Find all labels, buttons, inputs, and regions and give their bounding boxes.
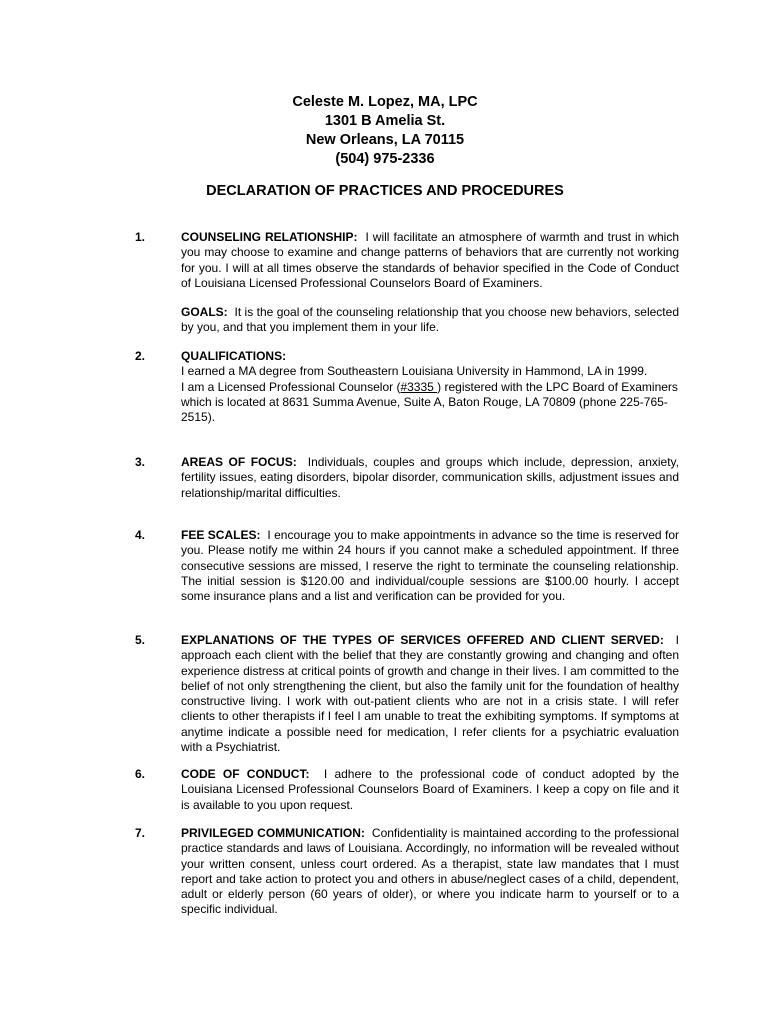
section-text: I approach each client with the belief that they are constantly growing and changing and often experience distress at critical points of growth and change in their lives. I am committed to the belief of not only strengthening the client, but also the family unit for the foundation of healthy constructive living. I work with out-patient clients who are not in a crisis state. I will refer clients to other therapists if I feel I am unable to treat the exhibiting symptoms. If symptoms at anytime indicate a possible need for medication, I refer clients for a psychiatric evaluation with a Psychiatrist.: [181, 633, 679, 755]
section-text: I adhere to the professional code of conduct adopted by the Louisiana Licensed Professional Counselors Board of Examiners. I keep a copy on file and it is available to you upon request.: [181, 767, 679, 812]
section-label: FEE SCALES:: [181, 528, 261, 542]
city-state-zip: New Orleans, LA 70115: [305, 132, 465, 148]
section-body: [181, 826, 679, 918]
phone-number: (504) 975-2336: [335, 151, 435, 167]
section-body: [181, 767, 679, 813]
goals-paragraph: [181, 305, 679, 336]
license-line-start: I am a Licensed Professional Counselor (: [181, 379, 401, 394]
section-label: QUALIFICATIONS:: [181, 349, 287, 363]
section-paragraph: [181, 633, 679, 755]
section-text: I encourage you to make appointments in advance so the time is reserved for you. Please notify me within 24 hours if you cannot make a scheduled appointment. If three consecutive sessions are missed, I reserve the right to terminate the counseling relationship. The initial session is $120.00 and individual/couple sessions are $100.00 hourly. I accept some insurance plans and a list and verification can be provided for you.: [181, 528, 679, 604]
section-body: [181, 230, 679, 336]
goals-text: It is the goal of the counseling relationship that you choose new behaviors, selected by you, and that you implement them in your life.: [181, 305, 679, 335]
section-number: 5.: [135, 633, 146, 647]
section-text: I will facilitate an atmosphere of warmth and trust in which you may choose to examine and change patterns of behaviors that are currently not working for you. I will at all times observe the standards of behavior specified in the Code of Conduct of Louisiana Licensed Professional Counselors Board of Examiners.: [181, 230, 679, 290]
section-paragraph: [181, 528, 679, 604]
section-number: 3.: [135, 455, 146, 469]
section-body: [181, 455, 679, 501]
section-body: [181, 633, 679, 755]
section-body: [181, 528, 679, 604]
section-number: 1.: [135, 230, 146, 244]
section-label: AREAS OF FOCUS:: [181, 455, 297, 469]
section-label: PRIVILEGED COMMUNICATION:: [181, 826, 365, 840]
section-number: 4.: [135, 528, 146, 542]
section-text: Confidentiality is maintained according to the professional practice standards and laws of Louisiana. Accordingly, no information will be revealed without your written consent, unless court ordered. As a therapist, state law mandates that I must report and take action to protect you and others in abuse/neglect cases of a child, dependent, adult or elderly person (60 years of older), or where you indicate harm to yourself or to a specific individual.: [181, 826, 680, 917]
section-label: COUNSELING RELATIONSHIP:: [181, 230, 358, 244]
degree-line: I earned a MA degree from Southeastern Louisiana University in Hammond, LA in 1999.: [181, 364, 648, 379]
section-number: 6.: [135, 767, 146, 781]
section-paragraph: [181, 826, 679, 918]
section-number: 7.: [135, 826, 146, 840]
section-paragraph: [181, 230, 679, 291]
section-number: 2.: [135, 349, 146, 363]
section-paragraph: [181, 767, 679, 813]
goals-label: GOALS:: [181, 305, 228, 320]
license-number: #3335: [400, 379, 438, 394]
section-text: Individuals, couples and groups which include, depression, anxiety, fertility issues, eating disorders, bipolar disorder, communication skills, adjustment issues and relationship/marital difficulties.: [181, 455, 679, 500]
section-label: EXPLANATIONS OF THE TYPES OF SERVICES OFFERED AND CLIENT SERVED:: [181, 633, 664, 647]
practitioner-name: Celeste M. Lopez, MA, LPC: [292, 94, 478, 110]
license-line-end: ) registered with the LPC Board of Examiners which is located at 8631 Summa Avenue, Suite A, Baton Rouge, LA 70809 (phone 225-765-2515).: [181, 379, 678, 425]
license-text: [181, 380, 679, 426]
section-body: [181, 349, 679, 425]
section-paragraph: [181, 455, 679, 501]
document-title: DECLARATION OF PRACTICES AND PROCEDURES: [206, 183, 564, 199]
letterhead: [0, 93, 770, 169]
street-address: 1301 B Amelia St.: [324, 113, 446, 129]
section-label: CODE OF CONDUCT:: [181, 767, 310, 781]
